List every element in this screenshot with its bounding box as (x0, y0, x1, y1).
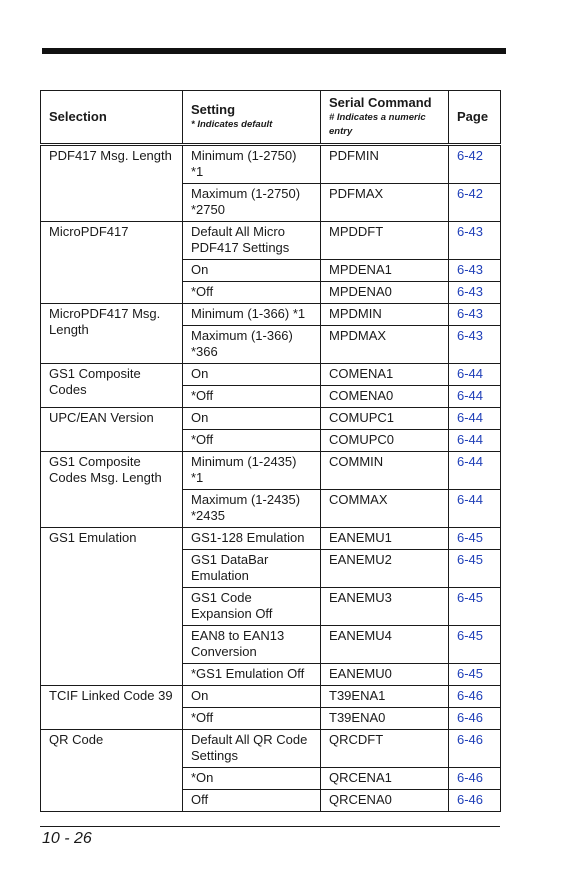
table-row (41, 452, 501, 490)
page-link[interactable]: 6-45 (449, 588, 501, 626)
page-link[interactable]: 6-46 (449, 686, 501, 708)
setting-cell: On (183, 260, 321, 282)
serial-command-cell: MPDDFT (321, 222, 449, 260)
page-link[interactable]: 6-46 (449, 768, 501, 790)
serial-command-cell: COMENA1 (321, 364, 449, 386)
header-page: Page (449, 91, 501, 145)
page-link[interactable]: 6-45 (449, 550, 501, 588)
page-link[interactable]: 6-43 (449, 326, 501, 364)
setting-cell: Minimum (1-366) *1 (183, 304, 321, 326)
setting-cell: Default All QR Code Settings (183, 730, 321, 768)
header-serial-label: Serial Command (329, 95, 432, 110)
setting-cell: Minimum (1-2750) *1 (183, 145, 321, 184)
setting-cell: *On (183, 768, 321, 790)
serial-command-cell: COMUPC0 (321, 430, 449, 452)
serial-command-cell: EANEMU3 (321, 588, 449, 626)
setting-cell: Maximum (1-2435) *2435 (183, 490, 321, 528)
serial-command-cell: EANEMU1 (321, 528, 449, 550)
serial-command-cell: COMMAX (321, 490, 449, 528)
setting-cell: Off (183, 790, 321, 812)
top-rule (42, 48, 506, 54)
serial-command-cell: MPDENA0 (321, 282, 449, 304)
serial-command-cell: T39ENA0 (321, 708, 449, 730)
setting-cell: *Off (183, 430, 321, 452)
selection-cell: MicroPDF417 Msg. Length (41, 304, 183, 364)
setting-cell: On (183, 408, 321, 430)
setting-cell: *Off (183, 708, 321, 730)
page-link[interactable]: 6-44 (449, 364, 501, 386)
page-link[interactable]: 6-43 (449, 304, 501, 326)
page-link[interactable]: 6-45 (449, 626, 501, 664)
page-link[interactable]: 6-46 (449, 730, 501, 768)
symbology-command-table (40, 90, 501, 812)
serial-command-cell: T39ENA1 (321, 686, 449, 708)
setting-cell: *GS1 Emulation Off (183, 664, 321, 686)
serial-command-cell: COMUPC1 (321, 408, 449, 430)
table-body (41, 145, 501, 812)
setting-cell: GS1 DataBar Emulation (183, 550, 321, 588)
page-link[interactable]: 6-43 (449, 222, 501, 260)
setting-cell: Default All Micro PDF417 Settings (183, 222, 321, 260)
table-row (41, 686, 501, 708)
serial-command-cell: EANEMU4 (321, 626, 449, 664)
header-setting (183, 91, 321, 145)
selection-cell: UPC/EAN Version (41, 408, 183, 452)
setting-cell: On (183, 686, 321, 708)
page-link[interactable]: 6-44 (449, 430, 501, 452)
header-serial-command (321, 91, 449, 145)
serial-command-cell: COMENA0 (321, 386, 449, 408)
header-serial-note: # Indicates a numeric entry (329, 112, 426, 137)
table-header-row (41, 91, 501, 145)
serial-command-cell: MPDMAX (321, 326, 449, 364)
selection-cell: TCIF Linked Code 39 (41, 686, 183, 730)
serial-command-cell: MPDENA1 (321, 260, 449, 282)
page-link[interactable]: 6-44 (449, 490, 501, 528)
serial-command-cell: EANEMU0 (321, 664, 449, 686)
selection-cell: GS1 Composite Codes (41, 364, 183, 408)
page-link[interactable]: 6-43 (449, 282, 501, 304)
serial-command-cell: COMMIN (321, 452, 449, 490)
table-row (41, 408, 501, 430)
table-row (41, 528, 501, 550)
serial-command-cell: EANEMU2 (321, 550, 449, 588)
serial-command-cell: MPDMIN (321, 304, 449, 326)
setting-cell: EAN8 to EAN13 Conversion (183, 626, 321, 664)
page-link[interactable]: 6-44 (449, 408, 501, 430)
setting-cell: Maximum (1-2750) *2750 (183, 184, 321, 222)
page-link[interactable]: 6-45 (449, 528, 501, 550)
serial-command-cell: QRCENA1 (321, 768, 449, 790)
serial-command-cell: QRCDFT (321, 730, 449, 768)
serial-command-cell: PDFMAX (321, 184, 449, 222)
serial-command-cell: PDFMIN (321, 145, 449, 184)
table-row (41, 304, 501, 326)
selection-cell: GS1 Composite Codes Msg. Length (41, 452, 183, 528)
selection-cell: GS1 Emulation (41, 528, 183, 686)
table-row (41, 145, 501, 184)
page-link[interactable]: 6-46 (449, 790, 501, 812)
selection-cell: MicroPDF417 (41, 222, 183, 304)
selection-cell: QR Code (41, 730, 183, 812)
header-selection: Selection (41, 91, 183, 145)
setting-cell: GS1 Code Expansion Off (183, 588, 321, 626)
selection-cell: PDF417 Msg. Length (41, 145, 183, 222)
table-row (41, 730, 501, 768)
header-setting-label: Setting (191, 102, 236, 117)
setting-cell: On (183, 364, 321, 386)
setting-cell: *Off (183, 282, 321, 304)
page-link[interactable]: 6-42 (449, 184, 501, 222)
table-row (41, 364, 501, 386)
page-link[interactable]: 6-46 (449, 708, 501, 730)
page-link[interactable]: 6-42 (449, 145, 501, 184)
header-setting-note: * Indicates default (191, 119, 273, 130)
footer-rule (40, 826, 500, 827)
table-row (41, 222, 501, 260)
setting-cell: *Off (183, 386, 321, 408)
page-number: 10 - 26 (42, 830, 92, 847)
page-link[interactable]: 6-44 (449, 452, 501, 490)
setting-cell: GS1-128 Emulation (183, 528, 321, 550)
page-link[interactable]: 6-43 (449, 260, 501, 282)
page-link[interactable]: 6-44 (449, 386, 501, 408)
setting-cell: Minimum (1-2435) *1 (183, 452, 321, 490)
serial-command-cell: QRCENA0 (321, 790, 449, 812)
page-link[interactable]: 6-45 (449, 664, 501, 686)
setting-cell: Maximum (1-366) *366 (183, 326, 321, 364)
